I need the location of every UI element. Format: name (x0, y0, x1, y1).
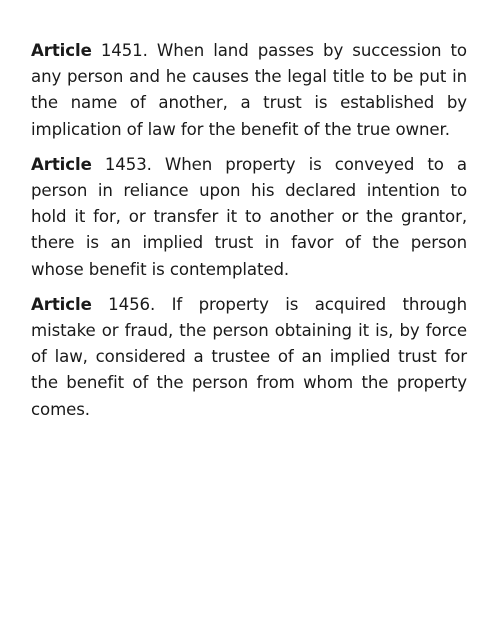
article-1453 (31, 152, 467, 283)
article-text: 1456. If property is acquired through mistake or fraud, the person obtaining it is, by force of law, considered a trustee of an implied trust for the benefit of the person from whom the property comes. (31, 294, 467, 419)
article-text: 1453. When property is conveyed to a person in reliance upon his declared intention to hold it for, or transfer it to another or the grantor, there is an implied trust in favor of the person whose benefit is contemplated. (31, 154, 467, 279)
article-text: 1451. When land passes by succession to any person and he causes the legal title to be put in the name of another, a trust is established by implication of law for the benefit of the true owner. (31, 41, 467, 139)
article-label: Article (31, 294, 92, 314)
article-1456 (31, 292, 467, 423)
article-label: Article (31, 41, 92, 60)
article-label: Article (31, 154, 92, 174)
article-1451 (31, 38, 467, 143)
